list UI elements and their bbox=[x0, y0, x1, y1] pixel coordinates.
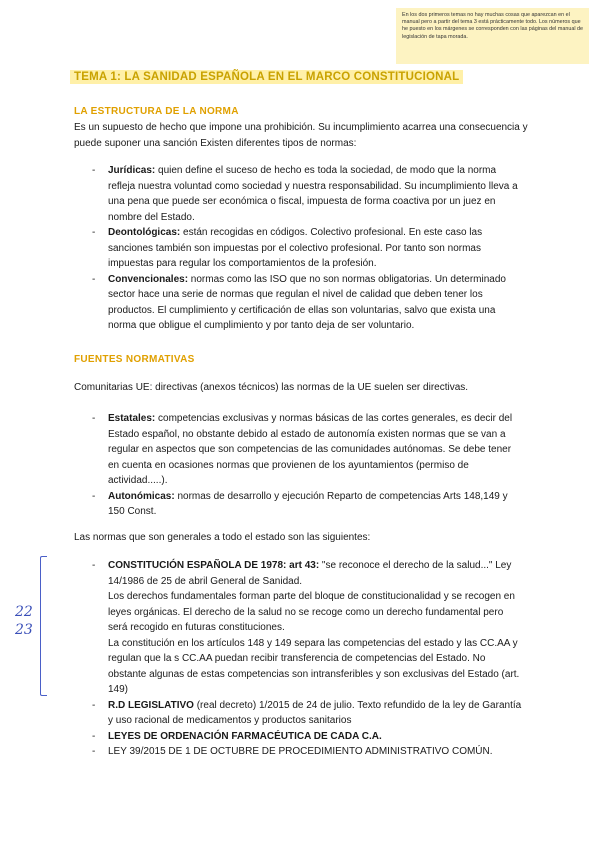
section-heading-fuentes: FUENTES NORMATIVAS bbox=[74, 354, 195, 365]
list-item-text: están recogidas en códigos. Colectivo profesional. En este caso las sanciones también son impuestas por el colectivo profesional. Por tanto son normas impuestas para regular los comportamientos de la profesión. bbox=[108, 227, 483, 269]
list-item bbox=[92, 729, 522, 745]
list-item-term: Estatales: bbox=[108, 413, 156, 424]
list-item bbox=[92, 272, 522, 334]
list-item-text: LEY 39/2015 DE 1 DE OCTUBRE DE PROCEDIMIENTO ADMINISTRATIVO COMÚN. bbox=[108, 746, 493, 757]
list-item-text: "se reconoce el derecho de la salud..." Ley 14/1986 de 25 de abril General de Sanidad. bbox=[108, 560, 512, 587]
generales-intro: Las normas que son generales a todo el estado son las siguientes: bbox=[74, 532, 371, 543]
list-item-text: (real decreto) 1/2015 de 24 de julio. Texto refundido de la ley de Garantía y uso racional de medicamentos y productos sanitarios bbox=[108, 699, 522, 726]
list-item bbox=[92, 558, 522, 698]
list-item bbox=[92, 744, 522, 760]
list-item-paragraph: Los derechos fundamentales forman parte del bloque de constitucionalidad y se recogen en leyes orgánicas. El derecho de la salud no se recoge como un derecho fundamental pero será recogido en futuras constituciones. bbox=[108, 591, 515, 633]
list-item-term: R.D LEGISLATIVO bbox=[108, 699, 194, 711]
list-item-text: normas como las ISO que no son normas obligatorias. Un determinado sector hace una serie de normas que regulan el nivel de calidad que deben tener los productos. El cumplimiento y certificación de ellas son voluntarias, salvo que exista una norma que obligue el cumplimiento y por tanto deja de ser voluntario. bbox=[108, 273, 506, 331]
list-item-term: Convencionales: bbox=[108, 273, 189, 285]
list-item bbox=[92, 163, 522, 225]
estructura-intro: Es un supuesto de hecho que impone una prohibición. Su incumplimiento acarrea una consecuencia y puede suponer una sanción Existen diferentes tipos de normas: bbox=[74, 122, 528, 149]
list-item-text: quien define el suceso de hecho es toda la sociedad, de modo que la norma refleja nuestra voluntad como sociedad y nuestra responsabilidad. Su incumplimiento lleva a una pena que puede ser económica o fiscal, impuesta de forma coactiva por un juez en nombre del Estado. bbox=[108, 165, 518, 223]
page-title: TEMA 1: LA SANIDAD ESPAÑOLA EN EL MARCO CONSTITUCIONAL bbox=[70, 70, 463, 84]
list-item-term: CONSTITUCIÓN ESPAÑOLA DE 1978: art 43: bbox=[108, 560, 320, 571]
margin-note-page: 23 bbox=[15, 622, 33, 638]
list-item bbox=[92, 489, 522, 520]
section-heading-estructura: LA ESTRUCTURA DE LA NORMA bbox=[74, 106, 239, 117]
margin-bracket bbox=[40, 556, 47, 696]
estructura-list bbox=[92, 163, 522, 334]
sticky-note: En los dos primeros temas no hay muchas cosas que aparezcan en el manual pero a partir del tema 3 está prácticamente todo. Los números que he puesto en los márgenes se corresponden con las páginas del manual de legislación de tapa morada. bbox=[396, 8, 589, 64]
fuentes-list bbox=[92, 411, 522, 520]
generales-list bbox=[92, 558, 522, 760]
list-item-term: LEYES DE ORDENACIÓN FARMACÉUTICA DE CADA C.A. bbox=[108, 730, 382, 742]
list-item bbox=[92, 225, 522, 272]
list-item-text: normas de desarrollo y ejecución Reparto de competencias Arts 148,149 y 150 Const. bbox=[108, 490, 508, 517]
list-item-term: Autonómicas: bbox=[108, 490, 175, 502]
list-item bbox=[92, 698, 522, 729]
list-item-term: Deontológicas: bbox=[108, 227, 181, 238]
list-item-paragraph: La constitución en los artículos 148 y 149 separa las competencias del estado y las CC.AA y regulan que la s CC.AA puedan recibir transferencia de competencias del Estado. No obstante algunas de estas competencias son intransferibles y son exclusivas del Estado (art. 149) bbox=[108, 637, 520, 695]
list-item-term: Jurídicas: bbox=[108, 165, 156, 176]
fuentes-intro: Comunitarias UE: directivas (anexos técnicos) las normas de la UE suelen ser directivas. bbox=[74, 382, 469, 393]
list-item bbox=[92, 411, 522, 489]
margin-note-page: 22 bbox=[15, 604, 33, 620]
list-item-text: competencias exclusivas y normas básicas de las cortes generales, es decir del Estado español, no obstante debido al estado de autonomía existen normas que se van a regular en aspectos que son competencias de las comunidades autónomas. Se debe tener en cuenta en ocasiones normas que provienen de los ayuntamientos (permiso de actividad.....). bbox=[108, 413, 513, 486]
